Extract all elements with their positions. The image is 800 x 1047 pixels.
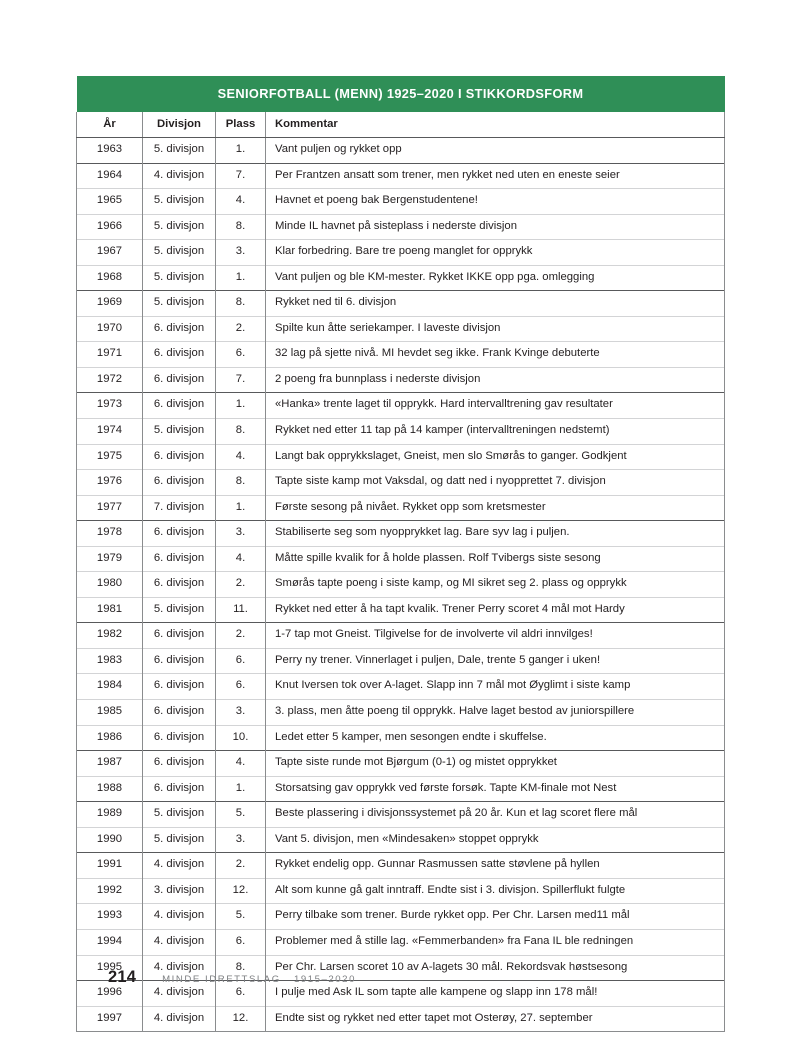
- cell-division: 4. divisjon: [143, 853, 216, 879]
- cell-place: 5.: [216, 802, 266, 828]
- cell-comment: Rykket ned til 6. divisjon: [266, 291, 725, 317]
- cell-year: 1990: [77, 827, 143, 853]
- cell-place: 6.: [216, 981, 266, 1007]
- table-row: [77, 674, 725, 700]
- cell-year: 1968: [77, 265, 143, 291]
- cell-year: 1966: [77, 214, 143, 240]
- cell-comment: «Hanka» trente laget til opprykk. Hard intervalltrening gav resultater: [266, 393, 725, 419]
- cell-year: 1995: [77, 955, 143, 981]
- table-row: [77, 751, 725, 777]
- cell-comment: 32 lag på sjette nivå. MI hevdet seg ikke. Frank Kvinge debuterte: [266, 342, 725, 368]
- table-row: [77, 802, 725, 828]
- cell-year: 1991: [77, 853, 143, 879]
- table-row: [77, 495, 725, 521]
- cell-division: 6. divisjon: [143, 316, 216, 342]
- cell-place: 2.: [216, 853, 266, 879]
- cell-comment: Klar forbedring. Bare tre poeng manglet for opprykk: [266, 240, 725, 266]
- cell-comment: Per Frantzen ansatt som trener, men rykket ned uten en eneste seier: [266, 163, 725, 189]
- cell-division: 4. divisjon: [143, 904, 216, 930]
- cell-comment: Storsatsing gav opprykk ved første forsøk. Tapte KM-finale mot Nest: [266, 776, 725, 802]
- cell-place: 8.: [216, 955, 266, 981]
- table-row: [77, 776, 725, 802]
- column-header-year: År: [77, 112, 143, 138]
- cell-division: 4. divisjon: [143, 163, 216, 189]
- cell-place: 8.: [216, 470, 266, 496]
- table-row: [77, 342, 725, 368]
- cell-division: 6. divisjon: [143, 572, 216, 598]
- cell-comment: Smørås tapte poeng i siste kamp, og MI sikret seg 2. plass og opprykk: [266, 572, 725, 598]
- cell-year: 1973: [77, 393, 143, 419]
- cell-division: 4. divisjon: [143, 955, 216, 981]
- table-row: [77, 291, 725, 317]
- cell-division: 6. divisjon: [143, 470, 216, 496]
- table-row: [77, 878, 725, 904]
- cell-comment: Rykket endelig opp. Gunnar Rasmussen satte støvlene på hyllen: [266, 853, 725, 879]
- cell-comment: Rykket ned etter 11 tap på 14 kamper (intervalltreningen nedstemt): [266, 419, 725, 445]
- column-header-comment: Kommentar: [266, 112, 725, 138]
- cell-division: 6. divisjon: [143, 444, 216, 470]
- table-row: [77, 214, 725, 240]
- cell-comment: Havnet et poeng bak Bergenstudentene!: [266, 189, 725, 215]
- table-row: [77, 265, 725, 291]
- cell-place: 1.: [216, 265, 266, 291]
- cell-comment: 3. plass, men åtte poeng til opprykk. Halve laget bestod av juniorspillere: [266, 700, 725, 726]
- cell-comment: Alt som kunne gå galt inntraff. Endte sist i 3. divisjon. Spillerflukt fulgte: [266, 878, 725, 904]
- cell-division: 5. divisjon: [143, 138, 216, 164]
- cell-year: 1993: [77, 904, 143, 930]
- cell-year: 1983: [77, 648, 143, 674]
- cell-place: 3.: [216, 700, 266, 726]
- cell-year: 1982: [77, 623, 143, 649]
- cell-comment: Knut Iversen tok over A-laget. Slapp inn 7 mål mot Øyglimt i siste kamp: [266, 674, 725, 700]
- cell-year: 1969: [77, 291, 143, 317]
- cell-comment: Første sesong på nivået. Rykket opp som kretsmester: [266, 495, 725, 521]
- table-row: [77, 367, 725, 393]
- cell-place: 12.: [216, 1006, 266, 1032]
- cell-year: 1978: [77, 521, 143, 547]
- cell-division: 4. divisjon: [143, 929, 216, 955]
- cell-place: 12.: [216, 878, 266, 904]
- cell-place: 1.: [216, 495, 266, 521]
- cell-division: 4. divisjon: [143, 1006, 216, 1032]
- cell-year: 1986: [77, 725, 143, 751]
- cell-comment: Spilte kun åtte seriekamper. I laveste divisjon: [266, 316, 725, 342]
- running-head-title: MINDE IDRETTSLAG: [162, 974, 281, 985]
- table-header: [77, 76, 725, 138]
- table-title-row: [77, 76, 725, 112]
- cell-year: 1963: [77, 138, 143, 164]
- table-row: [77, 929, 725, 955]
- table-row: [77, 904, 725, 930]
- cell-division: 3. divisjon: [143, 878, 216, 904]
- cell-place: 11.: [216, 597, 266, 623]
- cell-division: 6. divisjon: [143, 725, 216, 751]
- cell-comment: Perry ny trener. Vinnerlaget i puljen, Dale, trente 5 ganger i uken!: [266, 648, 725, 674]
- cell-year: 1970: [77, 316, 143, 342]
- cell-place: 8.: [216, 419, 266, 445]
- cell-year: 1976: [77, 470, 143, 496]
- cell-place: 6.: [216, 929, 266, 955]
- cell-comment: Vant puljen og ble KM-mester. Rykket IKKE opp pga. omlegging: [266, 265, 725, 291]
- cell-year: 1992: [77, 878, 143, 904]
- cell-year: 1977: [77, 495, 143, 521]
- table-row: [77, 521, 725, 547]
- cell-division: 5. divisjon: [143, 291, 216, 317]
- table-row: [77, 725, 725, 751]
- table-row: [77, 163, 725, 189]
- table-title: SENIORFOTBALL (MENN) 1925–2020 I STIKKORDSFORM: [77, 76, 725, 112]
- cell-year: 1984: [77, 674, 143, 700]
- table-row: [77, 648, 725, 674]
- cell-division: 5. divisjon: [143, 265, 216, 291]
- table-row: [77, 316, 725, 342]
- cell-comment: Langt bak opprykkslaget, Gneist, men slo Smørås to ganger. Godkjent: [266, 444, 725, 470]
- cell-place: 7.: [216, 367, 266, 393]
- cell-year: 1964: [77, 163, 143, 189]
- cell-year: 1967: [77, 240, 143, 266]
- cell-comment: 1-7 tap mot Gneist. Tilgivelse for de involverte vil aldri innvilges!: [266, 623, 725, 649]
- cell-division: 6. divisjon: [143, 342, 216, 368]
- table-row: [77, 189, 725, 215]
- cell-comment: Beste plassering i divisjonssystemet på 20 år. Kun et lag scoret flere mål: [266, 802, 725, 828]
- cell-year: 1975: [77, 444, 143, 470]
- cell-year: 1971: [77, 342, 143, 368]
- cell-comment: Minde IL havnet på sisteplass i nederste divisjon: [266, 214, 725, 240]
- cell-place: 6.: [216, 648, 266, 674]
- seniorfotball-table: [76, 76, 725, 1032]
- cell-year: 1997: [77, 1006, 143, 1032]
- cell-place: 8.: [216, 291, 266, 317]
- cell-division: 5. divisjon: [143, 827, 216, 853]
- page-footer: [108, 968, 356, 987]
- table-row: [77, 240, 725, 266]
- cell-year: 1988: [77, 776, 143, 802]
- table-row: [77, 597, 725, 623]
- table-row: [77, 623, 725, 649]
- column-header-row: [77, 112, 725, 138]
- cell-comment: Vant 5. divisjon, men «Mindesaken» stoppet opprykk: [266, 827, 725, 853]
- page-number: 214: [108, 968, 137, 986]
- column-header-place: Plass: [216, 112, 266, 138]
- cell-year: 1979: [77, 546, 143, 572]
- cell-place: 10.: [216, 725, 266, 751]
- cell-division: 5. divisjon: [143, 189, 216, 215]
- cell-place: 1.: [216, 138, 266, 164]
- table-row: [77, 572, 725, 598]
- cell-year: 1985: [77, 700, 143, 726]
- cell-place: 2.: [216, 623, 266, 649]
- cell-comment: Endte sist og rykket ned etter tapet mot Osterøy, 27. september: [266, 1006, 725, 1032]
- cell-comment: 2 poeng fra bunnplass i nederste divisjon: [266, 367, 725, 393]
- table-row: [77, 419, 725, 445]
- cell-year: 1994: [77, 929, 143, 955]
- cell-division: 6. divisjon: [143, 674, 216, 700]
- cell-place: 3.: [216, 240, 266, 266]
- cell-comment: Problemer med å stille lag. «Femmerbanden» fra Fana IL ble redningen: [266, 929, 725, 955]
- cell-year: 1980: [77, 572, 143, 598]
- cell-comment: Perry tilbake som trener. Burde rykket opp. Per Chr. Larsen med11 mål: [266, 904, 725, 930]
- cell-comment: Tapte siste runde mot Bjørgum (0-1) og mistet opprykket: [266, 751, 725, 777]
- cell-division: 5. divisjon: [143, 597, 216, 623]
- cell-place: 4.: [216, 546, 266, 572]
- cell-division: 6. divisjon: [143, 648, 216, 674]
- running-head-years: 1915–2020: [293, 974, 356, 985]
- cell-division: 6. divisjon: [143, 700, 216, 726]
- cell-comment: Per Chr. Larsen scoret 10 av A-lagets 30 mål. Rekordsvak høstsesong: [266, 955, 725, 981]
- cell-place: 2.: [216, 316, 266, 342]
- table-row: [77, 700, 725, 726]
- cell-place: 4.: [216, 751, 266, 777]
- cell-place: 4.: [216, 189, 266, 215]
- cell-year: 1987: [77, 751, 143, 777]
- cell-year: 1989: [77, 802, 143, 828]
- cell-comment: Ledet etter 5 kamper, men sesongen endte i skuffelse.: [266, 725, 725, 751]
- cell-comment: Tapte siste kamp mot Vaksdal, og datt ned i nyopprettet 7. divisjon: [266, 470, 725, 496]
- cell-place: 3.: [216, 827, 266, 853]
- cell-place: 6.: [216, 342, 266, 368]
- table-row: [77, 827, 725, 853]
- table-row: [77, 853, 725, 879]
- cell-comment: Vant puljen og rykket opp: [266, 138, 725, 164]
- running-head: [162, 974, 356, 985]
- cell-year: 1974: [77, 419, 143, 445]
- table-container: [76, 76, 724, 1032]
- cell-place: 6.: [216, 674, 266, 700]
- cell-place: 1.: [216, 776, 266, 802]
- cell-comment: I pulje med Ask IL som tapte alle kampene og slapp inn 178 mål!: [266, 981, 725, 1007]
- cell-place: 2.: [216, 572, 266, 598]
- cell-place: 4.: [216, 444, 266, 470]
- cell-division: 7. divisjon: [143, 495, 216, 521]
- cell-division: 6. divisjon: [143, 521, 216, 547]
- cell-place: 1.: [216, 393, 266, 419]
- cell-division: 5. divisjon: [143, 240, 216, 266]
- table-row: [77, 1006, 725, 1032]
- table-row: [77, 393, 725, 419]
- table-row: [77, 470, 725, 496]
- cell-division: 6. divisjon: [143, 546, 216, 572]
- table-row: [77, 546, 725, 572]
- cell-place: 5.: [216, 904, 266, 930]
- table-row: [77, 138, 725, 164]
- cell-comment: Måtte spille kvalik for å holde plassen. Rolf Tvibergs siste sesong: [266, 546, 725, 572]
- cell-place: 3.: [216, 521, 266, 547]
- cell-division: 6. divisjon: [143, 393, 216, 419]
- table-body: [77, 138, 725, 1032]
- cell-place: 7.: [216, 163, 266, 189]
- cell-place: 8.: [216, 214, 266, 240]
- cell-year: 1981: [77, 597, 143, 623]
- cell-year: 1996: [77, 981, 143, 1007]
- cell-comment: Stabiliserte seg som nyopprykket lag. Bare syv lag i puljen.: [266, 521, 725, 547]
- cell-year: 1972: [77, 367, 143, 393]
- table-row: [77, 444, 725, 470]
- cell-division: 4. divisjon: [143, 981, 216, 1007]
- cell-division: 5. divisjon: [143, 419, 216, 445]
- cell-division: 6. divisjon: [143, 776, 216, 802]
- cell-division: 6. divisjon: [143, 367, 216, 393]
- cell-comment: Rykket ned etter å ha tapt kvalik. Trener Perry scoret 4 mål mot Hardy: [266, 597, 725, 623]
- cell-year: 1965: [77, 189, 143, 215]
- cell-division: 5. divisjon: [143, 214, 216, 240]
- cell-division: 6. divisjon: [143, 751, 216, 777]
- cell-division: 6. divisjon: [143, 623, 216, 649]
- cell-division: 5. divisjon: [143, 802, 216, 828]
- column-header-division: Divisjon: [143, 112, 216, 138]
